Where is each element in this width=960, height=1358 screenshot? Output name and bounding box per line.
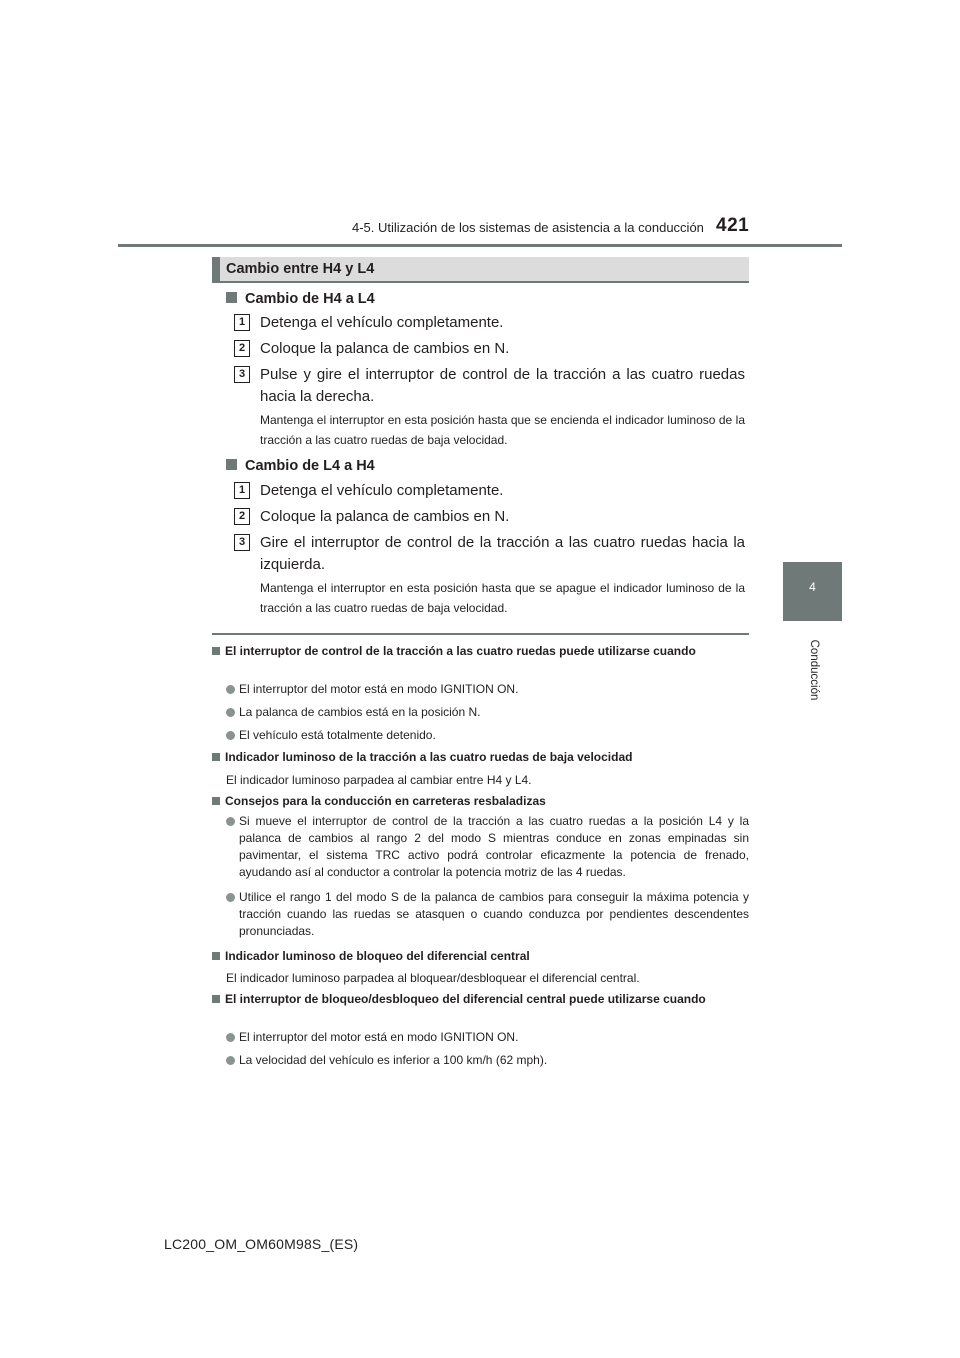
round-bullet-icon xyxy=(226,731,235,740)
step-number-box: 1 xyxy=(234,314,250,331)
bullet-item xyxy=(226,813,749,881)
section-title-accent xyxy=(212,257,220,283)
note-body: El indicador luminoso parpadea al cambiar entre H4 y L4. xyxy=(226,773,532,787)
step-number-box: 1 xyxy=(234,482,250,499)
square-bullet-icon xyxy=(226,292,237,303)
step-text: Pulse y gire el interruptor de control de la tracción a las cuatro ruedas hacia la derecha. xyxy=(260,366,745,405)
square-bullet-icon xyxy=(212,952,220,960)
round-bullet-icon xyxy=(226,817,235,826)
bullet-text: El vehículo está totalmente detenido. xyxy=(239,728,436,742)
round-bullet-icon xyxy=(226,1056,235,1065)
chapter-number: 4 xyxy=(809,580,816,594)
round-bullet-icon xyxy=(226,685,235,694)
step-text: Gire el interruptor de control de la tracción a las cuatro ruedas hacia la izquierda. xyxy=(260,534,745,573)
square-bullet-icon xyxy=(212,797,220,805)
bullet-item xyxy=(226,681,749,698)
document-footer-code: LC200_OM_OM60M98S_(ES) xyxy=(164,1236,359,1252)
note-heading-text: Indicador luminoso de bloqueo del diferencial central xyxy=(225,949,530,963)
note-heading xyxy=(212,643,749,660)
round-bullet-icon xyxy=(226,708,235,717)
bullet-item xyxy=(226,727,749,744)
step-number-box: 3 xyxy=(234,366,250,383)
bullet-text: Utilice el rango 1 del modo S de la palanca de cambios para conseguir la máxima potencia y tracción cuando las ruedas se atasquen o cuando conduzca por pendientes descendentes pronunciadas. xyxy=(239,890,749,938)
step-text: Detenga el vehículo completamente. xyxy=(260,314,504,331)
step-number-box: 2 xyxy=(234,508,250,525)
bullet-text: El interruptor del motor está en modo IGNITION ON. xyxy=(239,682,519,696)
square-bullet-icon xyxy=(212,995,220,1003)
subheading-l4-to-h4 xyxy=(226,458,375,474)
subheading-text: Cambio de L4 a H4 xyxy=(245,458,375,474)
section-title: Cambio entre H4 y L4 xyxy=(226,261,375,277)
note-heading-text: El interruptor de bloqueo/desbloqueo del diferencial central puede utilizarse cuando xyxy=(225,992,706,1006)
running-header-section: 4-5. Utilización de los sistemas de asistencia a la conducción xyxy=(352,220,704,235)
note-heading xyxy=(212,793,749,810)
note-heading-text: El interruptor de control de la tracción a las cuatro ruedas puede utilizarse cuando xyxy=(225,644,696,658)
step-number-box: 2 xyxy=(234,340,250,357)
round-bullet-icon xyxy=(226,893,235,902)
step-text: Coloque la palanca de cambios en N. xyxy=(260,340,510,357)
header-rule xyxy=(118,244,842,247)
square-bullet-icon xyxy=(212,647,220,655)
step-text: Detenga el vehículo completamente. xyxy=(260,482,504,499)
step-text: Coloque la palanca de cambios en N. xyxy=(260,508,510,525)
bullet-item xyxy=(226,1052,749,1069)
section-title-bar xyxy=(212,257,749,283)
page-number: 421 xyxy=(716,215,750,236)
bullet-item xyxy=(226,704,749,721)
chapter-label-container xyxy=(806,628,822,718)
note-heading xyxy=(212,749,749,766)
notes-divider xyxy=(212,633,749,635)
bullet-text: El interruptor del motor está en modo IGNITION ON. xyxy=(239,1030,519,1044)
bullet-text: Si mueve el interruptor de control de la tracción a las cuatro ruedas a la posición L4 y la palanca de cambios al rango 2 del modo S mientras conduce en zonas empinadas sin pavimentar, el sistema TRC activo podrá controlar eficazmente la potencia de frenado, ayudando así al conductor a controlar la potencia motriz de las 4 ruedas. xyxy=(239,814,749,879)
square-bullet-icon xyxy=(212,753,220,761)
bullet-item xyxy=(226,1029,749,1046)
note-heading xyxy=(212,948,749,965)
note-body: El indicador luminoso parpadea al bloquear/desbloquear el diferencial central. xyxy=(226,971,640,985)
bullet-text: La palanca de cambios está en la posición N. xyxy=(239,705,481,719)
note-heading-text: Indicador luminoso de la tracción a las cuatro ruedas de baja velocidad xyxy=(225,750,633,764)
square-bullet-icon xyxy=(226,459,237,470)
subheading-text: Cambio de H4 a L4 xyxy=(245,291,375,307)
note-heading-text: Consejos para la conducción en carreteras resbaladizas xyxy=(225,794,546,808)
bullet-item xyxy=(226,889,749,940)
step-note: Mantenga el interruptor en esta posición hasta que se apague el indicador luminoso de la tracción a las cuatro ruedas de baja velocidad. xyxy=(260,581,745,615)
step-number-box: 3 xyxy=(234,534,250,551)
round-bullet-icon xyxy=(226,1033,235,1042)
chapter-tab xyxy=(783,562,842,621)
step-note: Mantenga el interruptor en esta posición hasta que se encienda el indicador luminoso de la tracción a las cuatro ruedas de baja velocidad. xyxy=(260,413,745,447)
subheading-h4-to-l4 xyxy=(226,291,375,307)
bullet-text: La velocidad del vehículo es inferior a 100 km/h (62 mph). xyxy=(239,1053,548,1067)
chapter-label: Conducción xyxy=(808,639,820,701)
note-heading xyxy=(212,991,749,1008)
